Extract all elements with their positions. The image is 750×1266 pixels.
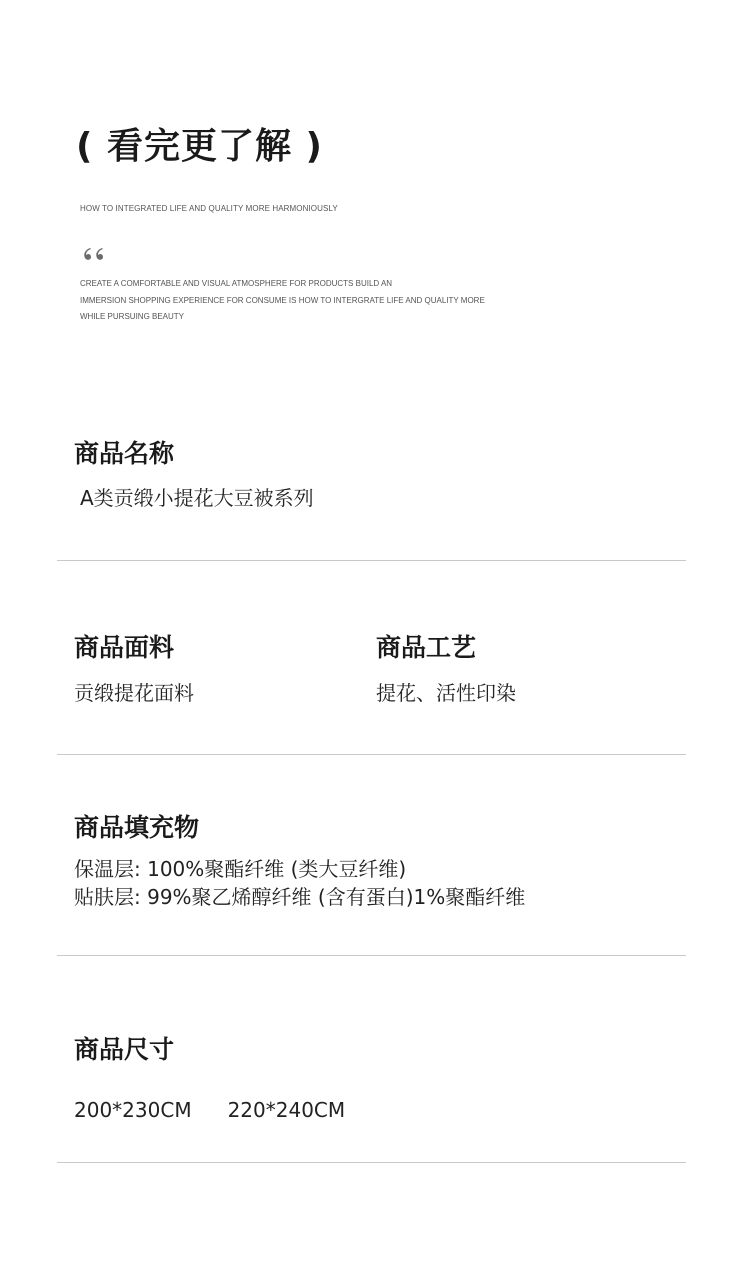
product-name-label: 商品名称 <box>74 439 175 468</box>
quote-icon <box>80 246 110 264</box>
description-line: IMMERSION SHOPPING EXPERIENCE FOR CONSUME IS HOW TO INTERGRATE LIFE AND QUALITY MORE <box>80 295 485 305</box>
description <box>80 276 485 326</box>
divider <box>57 754 686 755</box>
fabric-label: 商品面料 <box>74 633 175 662</box>
fabric-value: 贡缎提花面料 <box>74 681 194 705</box>
filling-line: 保温层: 100%聚酯纤维 (类大豆纤维) <box>74 857 407 881</box>
size-value: 200*230CM <box>74 1098 192 1122</box>
description-line: CREATE A COMFORTABLE AND VISUAL ATMOSPHERE FOR PRODUCTS BUILD AN <box>80 279 393 288</box>
divider <box>57 955 686 956</box>
size-values <box>74 1098 345 1122</box>
divider <box>57 560 686 561</box>
product-name-value: A类贡缎小提花大豆被系列 <box>80 486 314 510</box>
craft-value: 提花、活性印染 <box>376 681 516 705</box>
filling-details <box>74 855 525 911</box>
page-title: ( 看完更了解 ) <box>76 126 323 167</box>
subtitle: HOW TO INTEGRATED LIFE AND QUALITY MORE HARMONIOUSLY <box>80 204 338 213</box>
craft-label: 商品工艺 <box>376 633 477 662</box>
size-label: 商品尺寸 <box>74 1035 175 1064</box>
description-line: WHILE PURSUING BEAUTY <box>80 312 185 321</box>
filling-line: 贴肤层: 99%聚乙烯醇纤维 (含有蛋白)1%聚酯纤维 <box>74 885 526 909</box>
divider <box>57 1162 686 1163</box>
size-value: 220*240CM <box>227 1098 346 1122</box>
filling-label: 商品填充物 <box>74 813 200 842</box>
